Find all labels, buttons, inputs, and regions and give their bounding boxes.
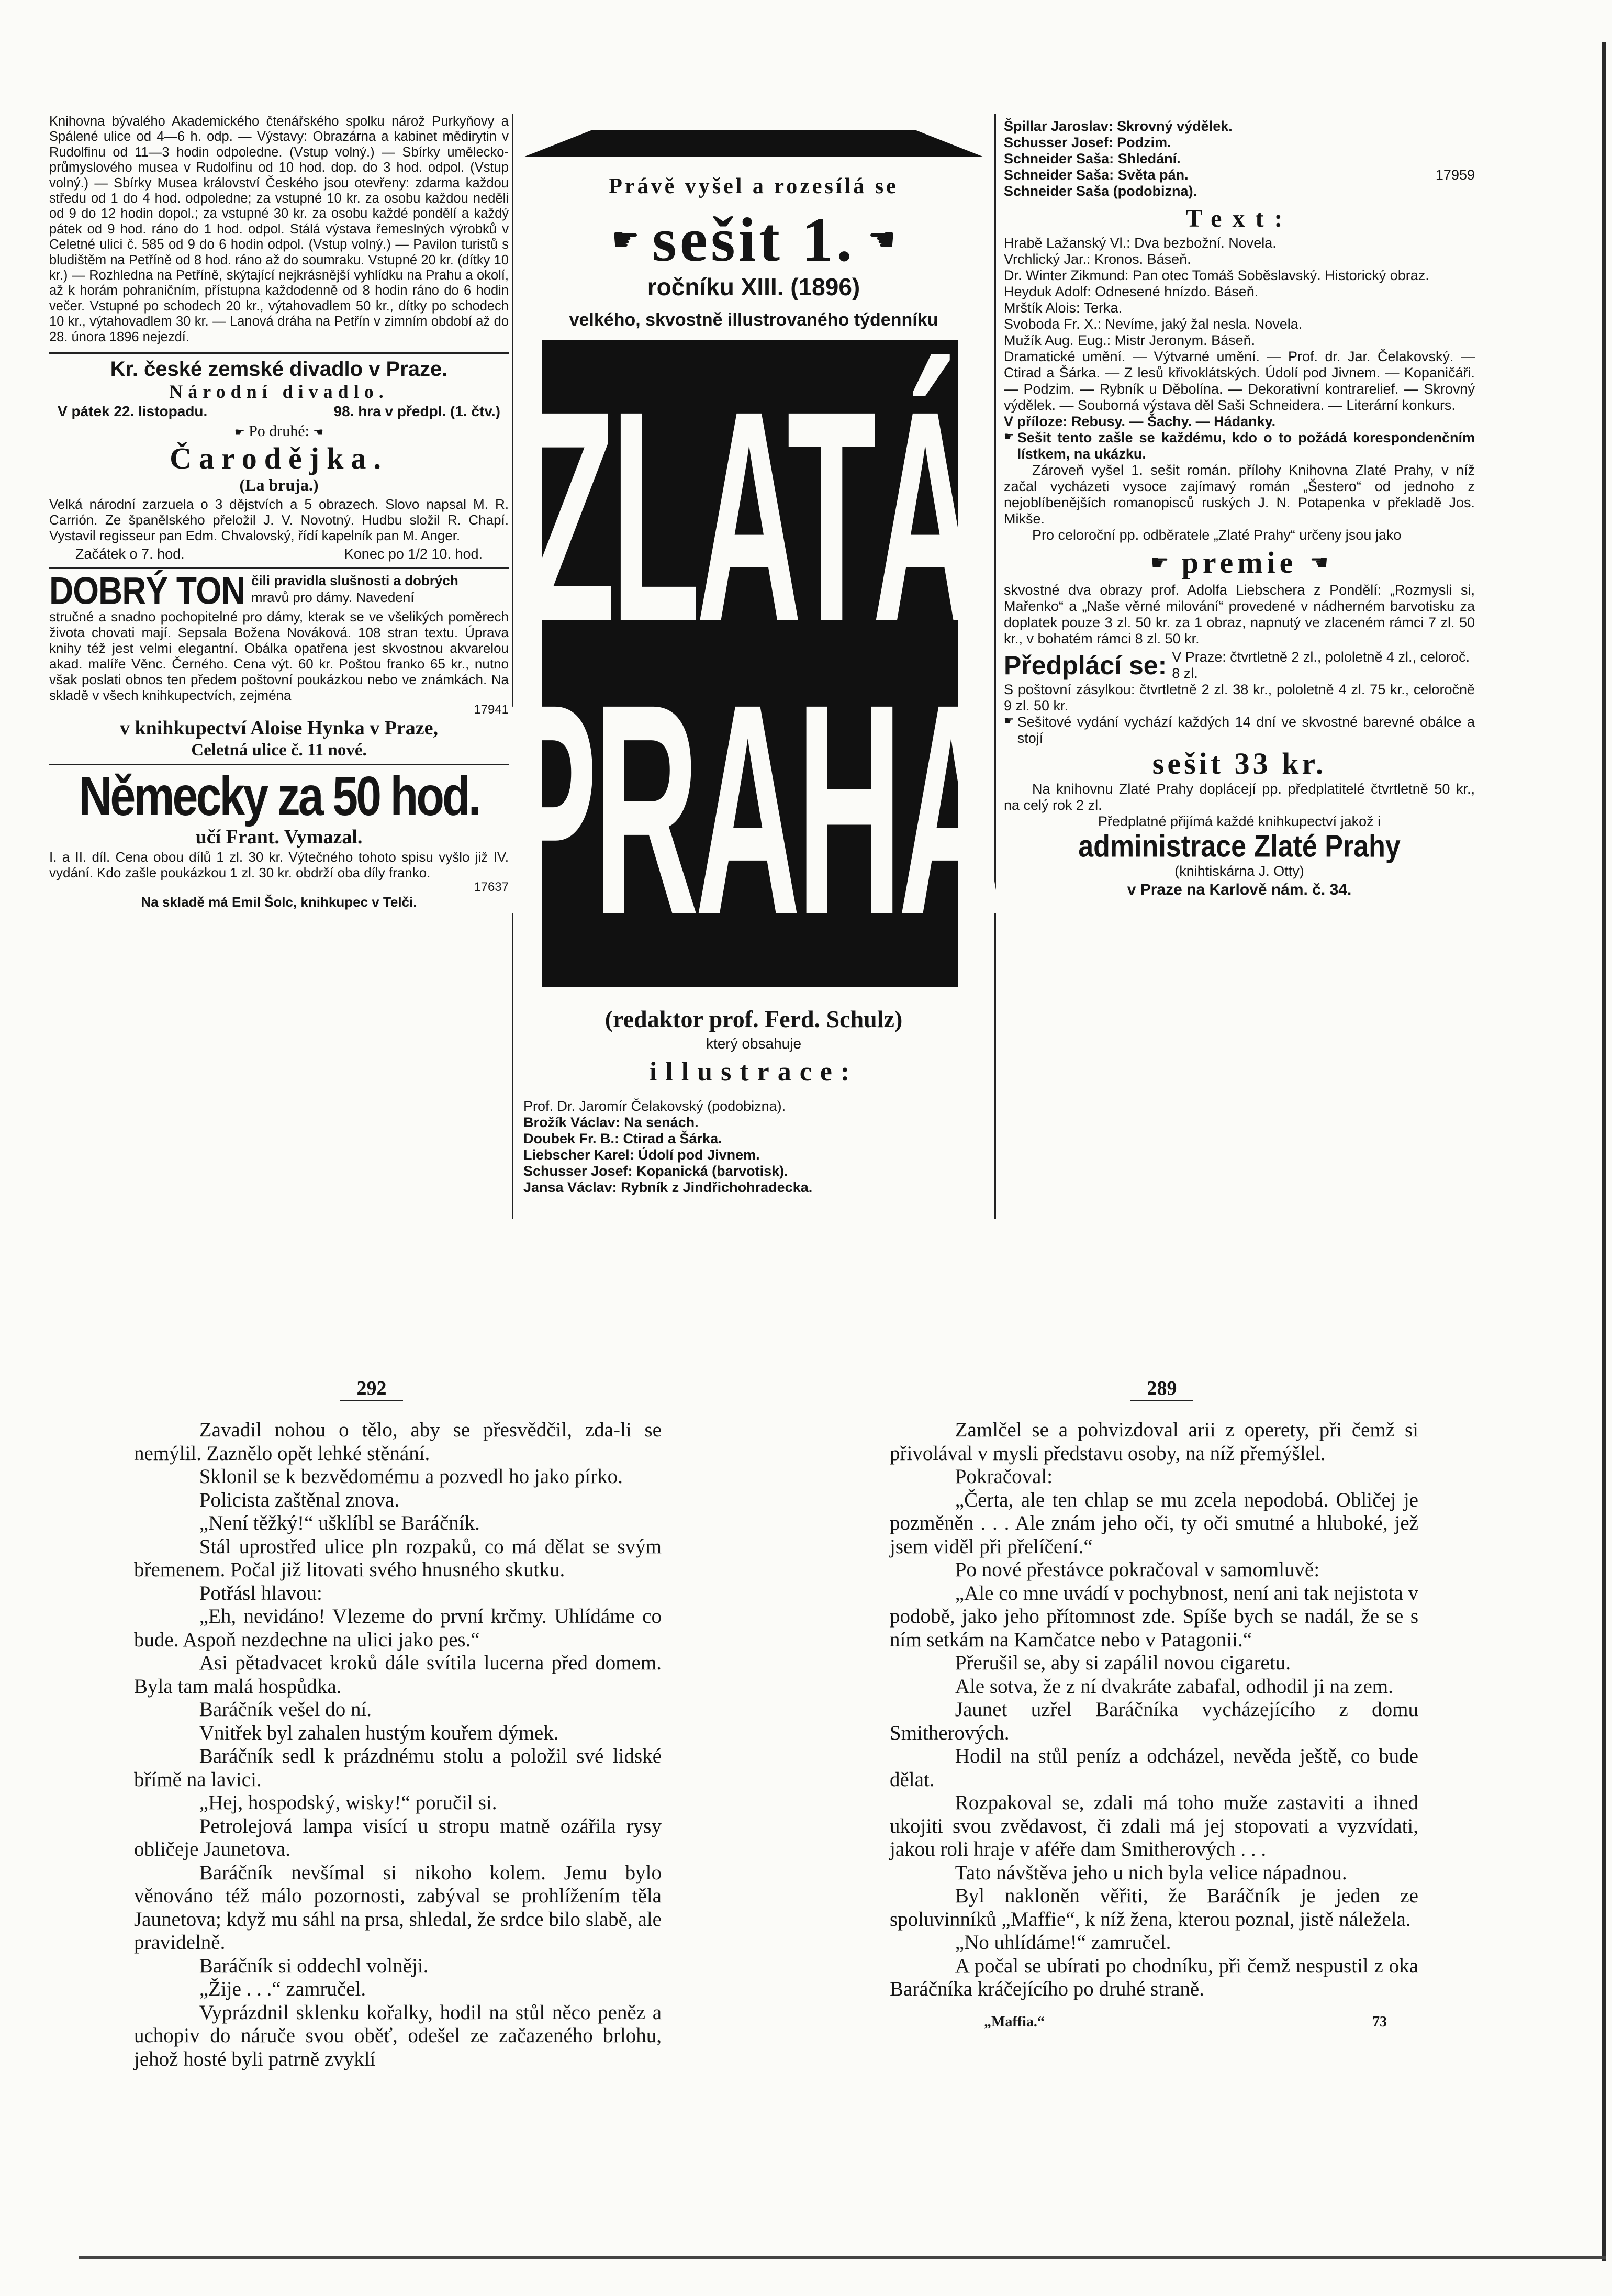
story-paragraph: Hodil na stůl peníz a odcházel, nevěda ještě, co bude dělat. [890,1745,1418,1791]
dramaticke-umeni: Dramatické umění. — Výtvarné umění. — Prof. dr. Jar. Čelakovský. — Ctirad a Šárka. — Z lesů křivoklátských. Údolí pod Jivnem. — Kopaničáři. — Podzim. — Rybník u Děbolína. — Dekorativní kontrarelief. — Skrovný výdělek. — Souborná výstava děl Saši Schneidera. — Literární konkurs. [1004,349,1475,413]
zaroven: Zároveň vyšel 1. sešit román. přílohy Knihovna Zlaté Prahy, v níž začal vycházeti vysoce zajímavý román „Šestero“ od jednoho z nejoblíbenějších romanopisců ruských J. N. Potapenka v překladě Jos. Mikše. [1004,462,1475,527]
prijima: Předplatné přijímá každé knihkupectví jakož i [1098,813,1381,829]
story-paragraph: A počal se ubírati po chodníku, při čemž nespustil z oka Baráčníka kráčejícího po druhé straně. [890,1954,1418,2000]
illustration-item: Špillar Jaroslav: Skrovný výdělek. [1004,118,1233,134]
premie-text: skvostné dva obrazy prof. Adolfa Liebschera z Pondělí: „Rozmysli si, Mařenko“ a „Naše věrné milování“ provedené v nádherném barvotisku za doplatek pouze 3 zl. 50 kr. za 1 obraz, napnutý ve zlaceném rámci 7 zl. 50 kr., v bohatém rámci 8 zl. 50 kr. [1004,582,1475,647]
predplaci-block [1004,649,1475,682]
predplaci: Předplácí se: [1004,651,1167,680]
illustration-item: Liebscher Karel: Údolí pod Jivnem. [523,1147,760,1163]
illustration-item: Prof. Dr. Jaromír Čelakovský (podobizna). [523,1098,786,1114]
story-paragraph: Baráčník vešel do ní. [199,1698,372,1721]
v-praze: V Praze: čtvrtletně 2 zl., pololetně 4 zl., celoroč. 8 zl. [1172,649,1470,681]
sesit-price: sešit 33 kr. [1152,746,1327,781]
poster-praha: PRAHA [499,642,1000,978]
story-paragraph: Jaunet uzřel Baráčníka vycházejícího z domu Smitherových. [890,1698,1418,1744]
performance-date: V pátek 22. listopadu. [58,403,208,420]
museum-notices: Knihovna bývalého Akademického čtenářského spolku nárož Purkyňovy a Spálené ulice od 4—6 h. odp. — Výstavy: Obrazárna a kabinet mědirytin v Rudolfinu od 11—3 hodin odpoledne. (Vstup volný.) — Sbírky umělecko-průmyslového musea v Rudolfinu od 10 hod. dop. do 3 hod. odpol. (Vstup volný.) — Sbírky Musea království Českého jsou otevřeny: zdarma každou středu od 1 do 4 hod. odpoledne; za vstupné 10 kr. za osobu každou neděli od 9 do 12 hodin dopol.; za vstupné 30 kr. za osobu každé pondělí a každý pátek od 9 hod. ráno do 1 hod. odpol. Stálá výstava řemeslných výrobků v Celetné ulici č. 585 od 9 do 6 hodin odpol. (Vstup volný.) — Pavilon turistů s bludištěm na Petříně od 8 hod. ráno až do soumraku. Vstupné 20 kr. (dítky 10 kr.) — Rozhledna na Petříně, skýtající nejkrásnější vyhlídku na Prahu a okolí, až k horám pohraničním, přístupna každodenně od 8 hodin ráno do 6 hodin večer. Vstupné po schodech 20 kr., výtahovadlem 50 kr., dítky po schodech 10 kr., výtahovadlem 30 kr. — Lanová dráha na Petřín v zimním období až do 28. února 1896 nejezdí. [49,114,509,344]
page-edge-right [1602,42,1606,2261]
rocnik: ročníku XIII. (1896) [647,273,860,300]
sesitove-row [1004,714,1475,746]
text-item: Hrabě Lažanský Vl.: Dva bezbožní. Novela. [1004,235,1277,251]
start-time: Začátek o 7. hod. [75,546,185,562]
intro-line: Právě vyšel a rozesílá se [609,174,899,198]
illustration-item: Schusser Josef: Kopanická (barvotisk). [523,1163,788,1179]
dobry-ton-sub-a: čili pravidla slušnosti a dobrých [251,573,458,589]
priloha: V příloze: Rebusy. — Šachy. — Hádanky. [1004,414,1276,429]
story-paragraph: Pokračoval: [955,1465,1053,1488]
story-left-column [134,1419,662,2071]
dobry-ton-subtitle [251,572,458,606]
text-item: Dr. Winter Zikmund: Pan otec Tomáš Soběslavský. Historický obraz. [1004,268,1429,283]
pointing-hand-left-icon: ☚ [867,222,896,257]
second-label: Po druhé: [249,422,309,440]
illustration-item: Jansa Václav: Rybník z Jindřichohradecka. [523,1179,813,1195]
dobry-ton-ad [49,569,509,612]
text-item: Mrštík Alois: Terka. [1004,300,1123,316]
illustration-item: Brožík Václav: Na senách. [523,1114,699,1130]
illustration-item: Doubek Fr. B.: Ctirad a Šárka. [523,1131,722,1146]
celorocni: Pro celoroční pp. odběratele „Zlaté Prahy“ určeny jsou jako [1032,527,1402,543]
nemecky-text: I. a II. díl. Cena obou dílů 1 zl. 30 kr. Výtečného tohoto spisu vyšlo již IV. vydání. Kdo zašle poukázkou 1 zl. 30 kr. obdrží oba díly franko. [49,849,509,881]
opera-times [49,543,509,564]
knihovna: Na knihovnu Zlaté Prahy doplácejí pp. předplatitelé čtvrtletně 50 kr., na celý rok 2 zl. [1004,781,1475,813]
premie: premie [1181,545,1297,579]
pointing-hand-icon: ☛ [1150,551,1169,574]
nemecky-code-row [49,880,509,894]
story-paragraph: Ale sotva, že z ní dvakráte zabafal, odhodil ji na zem. [955,1675,1393,1698]
story-paragraph: Policista zaštěnal znova. [199,1488,400,1511]
story-paragraph: Baráčník nevšímal si nikoho kolem. Jemu bylo věnováno též málo pozornosti, zabýval se prohlížením těla Jaunetova; když mu sáhl na prsa, shledal, že srdce bilo slabě, ale pravidelně. [134,1861,662,1954]
performance-number: 98. hra v předpl. (1. čtv.) [333,403,500,420]
text-heading: Text: [1185,205,1293,232]
illustration-item: Schneider Saša: Světa pán. [1004,167,1189,183]
story-paragraph: „No uhlídáme!“ zamručel. [955,1931,1171,1954]
sesitove: Sešitové vydání vychází každých 14 dní ve skvostné barevné obálce a stojí [1017,714,1475,746]
story-paragraph: „Ale co mne uvádí v pochybnost, není ani tak nejistota v podobě, jako jeho přítomnost zde. Spíše bych se nadál, že se s ním setkám na Kamčatce nebo v Patagonii.“ [890,1581,1418,1651]
illustrations-list [523,1098,984,1196]
story-paragraph: Vyprázdnil sklenku kořalky, hodil na stůl něco peněz a uchopiv do náruče svou oběť, odešel ze začazeného brlohu, jehož hosté byli patrně zvyklí [134,2001,662,2070]
opera-title: Čarodějka. [170,441,388,476]
divider [49,352,509,354]
story-paragraph: Asi pětadvacet kroků dále svítila lucerna před domem. Byla tam malá hospůdka. [134,1652,662,1698]
dobry-ton-title: DOBRÝ TON [49,569,245,612]
story-paragraph: Potřásl hlavou: [199,1581,322,1604]
premie-row [1004,547,1475,579]
pointing-hand-icon: ☛ [1004,714,1014,727]
text-item: Svoboda Fr. X.: Nevíme, jaký žal nesla. Novela. [1004,316,1303,332]
story-paragraph: Baráčník sedl k prázdnému stolu a položil své lidské břímě na lavici. [134,1745,662,1791]
tiskarna: (knihtiskárna J. Otty) [1174,863,1304,879]
nemecky-code: 17637 [474,880,509,895]
opera-original-title: (La bruja.) [239,475,319,495]
zlata-praha-poster [499,340,1000,987]
illustration-item: Schneider Saša: Shledání. [1004,151,1181,166]
illustration-item: Schneider Saša (podobizna). [1004,183,1197,199]
story-paragraph: Po nové přestávce pokračoval v samomluvě: [955,1558,1320,1581]
story-paragraph: Tato návštěva jeho u nich byla velice nápadnou. [955,1861,1347,1884]
redaktor: (redaktor prof. Ferd. Schulz) [604,1006,903,1032]
story-paragraph: Stál uprostřed ulice pln rozpaků, co má dělat se svým břemenem. Počal již litovati svého hnusného skutku. [134,1535,662,1581]
dobry-ton-code: 17941 [474,703,509,717]
right-ad-column [1004,118,1475,900]
opera-description: Velká národní zarzuela o 3 dějstvích a 5 obrazech. Slovo napsal M. R. Carrión. Ze španělského přeložil J. V. Novotný. Hudbu složil R. Chapí. Vystavil regisseur pan Edm. Chvalovský, řídí kapelník pan M. Anger. [49,496,509,544]
top-black-banner [523,130,984,157]
sesit-note: Sešit tento zašle se každému, kdo o to požádá korespondenčním lístkem, na ukázku. [1017,430,1475,462]
second-performance-line [49,421,509,442]
sesit-number: sešit 1. [652,205,855,274]
story-paragraph: „Není těžký!“ ušklíbl se Baráčník. [199,1512,480,1534]
theatre-subtitle: Národní divadlo. [169,381,389,403]
nemecky-title: Německy za 50 hod. [79,765,479,827]
ad-code: 17959 [1435,167,1475,183]
end-time: Konec po 1/2 10. hod. [344,546,483,562]
dobry-ton-sub-b: mravů pro dámy. Navedení [251,589,415,606]
illustrace: illustrace: [649,1057,858,1087]
story-paragraph: „Hej, hospodský, wisky!“ poručil si. [199,1791,497,1814]
story-paragraph: Zamlčel se a pohvizdoval arii z operety, při čemž si přivolával v mysli představu osoby, na níž přemýšlel. [890,1419,1418,1465]
dobry-ton-code-row [49,703,509,717]
footer-title: „Maffia.“ [984,2013,1045,2030]
sesit-note-row [1004,430,1475,462]
hynek-bookshop: v knihkupectví Aloise Hynka v Praze, [119,717,439,740]
theatre-title: Kr. české zemské divadlo v Praze. [110,358,448,381]
administrace: administrace Zlaté Prahy [1078,829,1401,864]
story-paragraph: Zavadil nohou o tělo, aby se přesvědčil, zda-li se nemýlil. Zaznělo opět lehké stěnání. [134,1419,662,1465]
story-paragraph: Sklonil se k bezvědomému a pozvedl ho jako pírko. [199,1465,623,1488]
nemecky-stock: Na skladě má Emil Šolc, knihkupec v Telči. [141,894,417,910]
nemecky-author: učí Frant. Vymazal. [195,826,363,849]
sesit-line [523,205,984,274]
story-paragraph: Petrolejová lampa visící u stropu matně ozářila rysy obličeje Jaunetova. [134,1814,662,1860]
story-paragraph: Přerušil se, aby si zapálil novou cigaretu. [955,1652,1291,1674]
left-ad-column [49,114,509,910]
pointing-hand-left-icon: ☚ [313,426,324,439]
page-number-right: 289 [1130,1377,1193,1401]
story-footer [890,2001,1418,2038]
postovni: S poštovní zásylkou: čtvrtletně 2 zl. 38 kr., pololetně 4 zl. 75 kr., celoročně 9 zl. 50 kr. [1004,682,1475,714]
pointing-hand-left-icon: ☚ [1309,551,1329,574]
story-paragraph: Baráčník si oddechl volněji. [199,1954,429,1977]
text-item: Heyduk Adolf: Odnesené hnízdo. Báseň. [1004,284,1259,299]
illustration-item: Schusser Josef: Podzim. [1004,135,1171,150]
story-paragraph: Rozpakoval se, zdali má toho muže zastaviti a ihned ukojiti svou zvědavost, či zdali má jej stopovati a vyzvídati, jakou roli hraje v aféře dam Smitherových . . . [890,1791,1418,1860]
velkeho: velkého, skvostně illustrovaného týdenníku [569,310,938,330]
page-edge-bottom [79,2256,1606,2259]
story-paragraph: Vnitřek byl zahalen hustým kouřem dýmek. [199,1721,559,1744]
text-item: Mužík Aug. Eug.: Mistr Jeronym. Báseň. [1004,332,1256,348]
page-number-left: 292 [340,1377,403,1401]
poster-zlata: ZLATÁ [525,349,974,685]
illustration-row [1004,167,1475,183]
story-paragraph: „Žije . . .“ zamručel. [199,1978,366,2000]
footer-number: 73 [1372,2013,1387,2030]
story-right-column [890,1419,1418,2038]
pointing-hand-icon: ☛ [234,426,245,439]
address: v Praze na Karlově nám. č. 34. [1127,881,1352,898]
pointing-hand-icon: ☛ [611,222,640,257]
story-paragraph: „Eh, nevidáno! Vlezeme do první krčmy. Uhlídáme co bude. Aspoň nezdechne na ulici jako pes.“ [134,1605,662,1651]
text-item: Vrchlický Jar.: Kronos. Báseň. [1004,251,1191,267]
dobry-ton-text: stručné a snadno pochopitelné pro dámy, kterak se ve všelikých poměrech života chovati mají. Sepsala Božena Nováková. 108 stran textu. Úprava knihy též jest velmi elegantní. Obálka opatřena jest skvostnou akvarelou akad. malíře Věnc. Černého. Cena výt. 60 kr. Poštou franko 65 kr., nutno však poslati obnos ten předem poštovní poukázkou nebo ve známkách. Na skladě v všech knihkupectvích, zejména [49,609,509,704]
pointing-hand-icon: ☛ [1004,430,1014,443]
story-paragraph: „Čerta, ale ten chlap se mu zcela nepodobá. Obličej je pozměněn . . . Ale znám jeho oči, ty oči smutné a hluboké, jež jsem viděl při přelíčení.“ [890,1488,1418,1558]
obsahuje: který obsahuje [706,1035,802,1052]
performance-line [49,402,509,421]
hynek-address: Celetná ulice č. 11 nové. [191,741,367,760]
story-paragraph: Byl nakloněn věřiti, že Baráčník je jeden ze spoluvinníků „Maffie“, k níž žena, kterou poznal, jistě náležela. [890,1885,1418,1931]
